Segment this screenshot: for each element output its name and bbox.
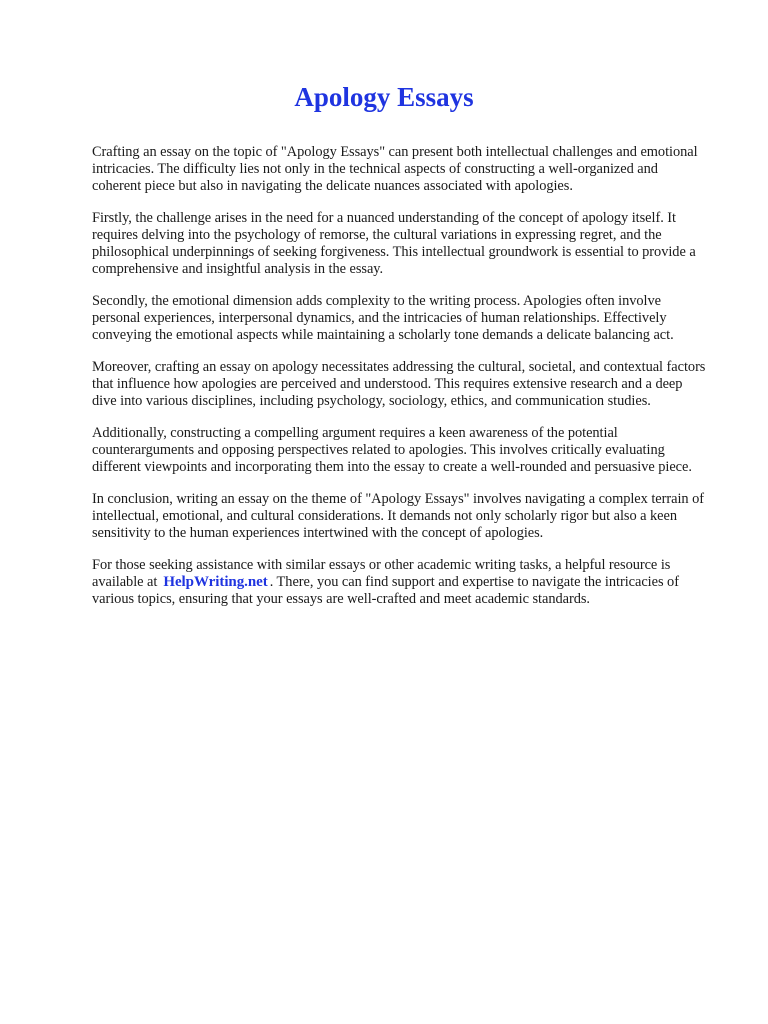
page-title: Apology Essays <box>294 82 474 112</box>
paragraph-moreover: Moreover, crafting an essay on apology necessitates addressing the cultural, societal, and contextual factors that influence how apologies are perceived and understood. This requires extensive research and a deep dive into various disciplines, including psychology, sociology, ethics, and communication studies. <box>92 359 706 409</box>
paragraph-additionally: Additionally, constructing a compelling argument requires a keen awareness of the potential counterarguments and opposing perspectives related to apologies. This involves critically evaluating different viewpoints and incorporating them into the essay to create a well-rounded and persuasive piece. <box>92 425 692 475</box>
paragraph-intro: Crafting an essay on the topic of "Apology Essays" can present both intellectual challenges and emotional intricacies. The difficulty lies not only in the technical aspects of constructing a well-organized and coherent piece but also in navigating the delicate nuances associated with apologies. <box>92 144 698 194</box>
helpwriting-link[interactable]: HelpWriting.net <box>163 574 268 590</box>
paragraph-secondly: Secondly, the emotional dimension adds complexity to the writing process. Apologies often involve personal experiences, interpersonal dynamics, and the intricacies of human relationships. Effectively conveying the emotional aspects while maintaining a scholarly tone demands a delicate balancing act. <box>92 293 674 343</box>
resource-text-before-link: For those seeking assistance with similar essays or other academic writing tasks, a helpful resource is available at <box>92 557 671 590</box>
paragraph-resource <box>92 557 710 608</box>
resource-text-after-link: . There, you can find support and expertise to navigate the intricacies of various topics, ensuring that your essays are well-crafted and meet academic standards. <box>92 574 679 607</box>
paragraph-conclusion: In conclusion, writing an essay on the theme of "Apology Essays" involves navigating a complex terrain of intellectual, emotional, and cultural considerations. It demands not only scholarly rigor but also a keen sensitivity to the human experiences intertwined with the concept of apologies. <box>92 491 704 541</box>
paragraph-firstly: Firstly, the challenge arises in the need for a nuanced understanding of the concept of apology itself. It requires delving into the psychology of remorse, the cultural variations in expressing regret, and the philosophical underpinnings of seeking forgiveness. This intellectual groundwork is essential to provide a comprehensive and insightful analysis in the essay. <box>92 210 696 277</box>
